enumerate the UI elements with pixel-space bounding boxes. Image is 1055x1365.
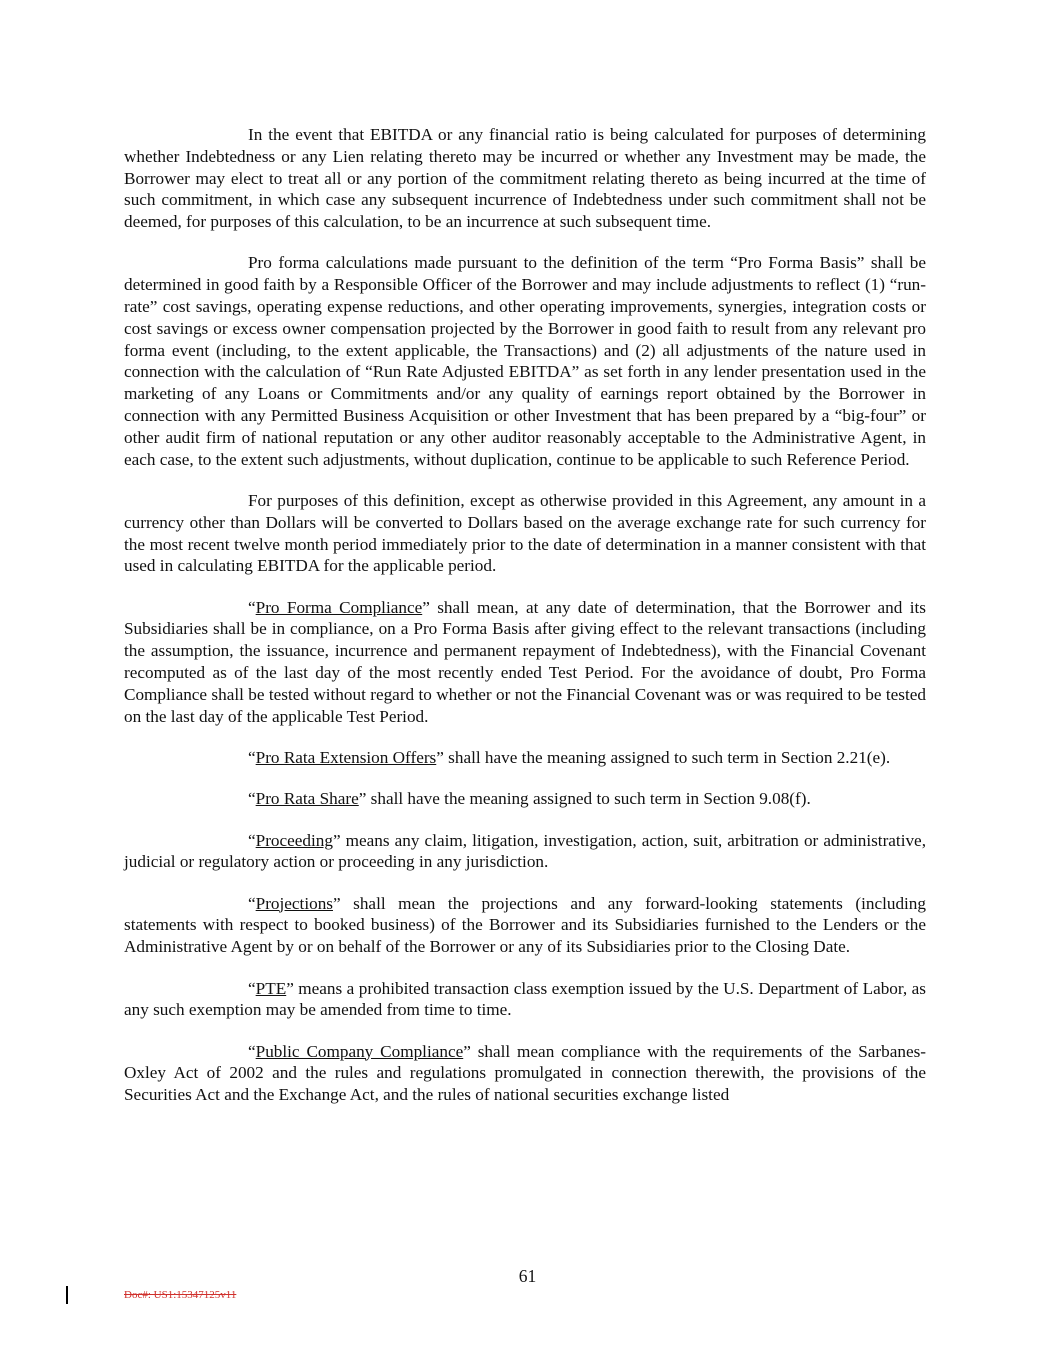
- defined-term: Projections: [255, 893, 333, 913]
- defined-term: Proceeding: [255, 830, 333, 850]
- defined-term: Pro Rata Share: [255, 789, 359, 809]
- definition-projections: [124, 893, 926, 958]
- paragraph-pro-forma-calculations: Pro forma calculations made pursuant to the definition of the term “Pro Forma Basis” shall be determined in good faith by a Responsible Officer of the Borrower and may include adjustments to reflect (1) “run-rate” cost savings, operating expense reductions, and other operating improvements, synergies, integration costs or cost savings or excess owner compensation projected by the Borrower in good faith to result from any relevant pro forma event (including, to the extent applicable, the Transactions) and (2) all adjustments of the nature used in connection with the calculation of “Run Rate Adjusted EBITDA” as set forth in any lender presentation used in the marketing of any Loans or Commitments and/or any quality of earnings report obtained by the Borrower in connection with any Permitted Business Acquisition or other Investment that has been prepared by a “big-four” or other audit firm of national reputation or any other auditor reasonably acceptable to the Administrative Agent, in each case, to the extent such adjustments, without duplication, continue to be applicable to such Reference Period.: [124, 253, 926, 469]
- open-quote: “: [248, 789, 256, 809]
- page-number: 61: [518, 1266, 537, 1286]
- defined-term: Public Company Compliance: [255, 1041, 464, 1061]
- definition-text: ” shall have the meaning assigned to such term in Section 9.08(f).: [358, 789, 811, 809]
- defined-term: Pro Forma Compliance: [255, 597, 423, 617]
- open-quote: “: [248, 747, 256, 767]
- open-quote: “: [248, 1041, 256, 1061]
- open-quote: “: [248, 893, 256, 913]
- defined-term: Pro Rata Extension Offers: [255, 747, 437, 767]
- definition-text: ” shall have the meaning assigned to such term in Section 2.21(e).: [436, 747, 891, 767]
- definition-text: ” shall mean compliance with the requirements of the Sarbanes-Oxley Act of 2002 and the rules and regulations promulgated in connection therewith, the provisions of the Securities Act and the Exchange Act, and the rules of national securities exchange listed: [124, 1041, 926, 1105]
- paragraph-ebitda-commitment: In the event that EBITDA or any financial ratio is being calculated for purposes of determining whether Indebtedness or any Lien relating thereto may be incurred or whether any Investment may be made, the Borrower may elect to treat all or any portion of the commitment relating thereto as being incurred at the time of such commitment, in which case any subsequent incurrence of Indebtedness under such commitment shall not be deemed, for purposes of this calculation, to be an incurrence at such subsequent time.: [124, 125, 926, 232]
- definition-text: ” shall mean, at any date of determination, that the Borrower and its Subsidiaries shall be in compliance, on a Pro Forma Basis after giving effect to the relevant transactions (including the assumption, the issuance, incurrence and permanent repayment of Indebtedness), with the Financial Covenant recomputed as of the last day of the most recently ended Test Period. For the avoidance of doubt, Pro Forma Compliance shall be tested without regard to whether or not the Financial Covenant was or was required to be tested on the last day of the applicable Test Period.: [124, 597, 926, 726]
- definition-text: ” means any claim, litigation, investigation, action, suit, arbitration or administrative, judicial or regulatory action or proceeding in any jurisdiction.: [124, 830, 926, 872]
- open-quote: “: [248, 978, 256, 998]
- definition-pro-rata-share: [124, 788, 926, 810]
- document-body: [124, 124, 926, 1106]
- definition-text: ” shall mean the projections and any forward-looking statements (including statements with respect to booked business) of the Borrower and its Subsidiaries furnished to the Lenders or the Administrative Agent by or on behalf of the Borrower or any of its Subsidiaries prior to the Closing Date.: [124, 893, 926, 957]
- definition-pro-rata-extension-offers: [124, 747, 926, 769]
- document-id: Doc#: US1:15347125v11: [124, 1289, 237, 1301]
- paragraph-currency-conversion: For purposes of this definition, except as otherwise provided in this Agreement, any amount in a currency other than Dollars will be converted to Dollars based on the average exchange rate for such currency for the most recent twelve month period immediately prior to the date of determination in a manner consistent with that used in calculating EBITDA for the applicable period.: [124, 490, 926, 576]
- open-quote: “: [248, 830, 256, 850]
- definition-public-company-compliance: [124, 1041, 926, 1106]
- definition-pte: [124, 978, 926, 1022]
- revision-bar: [66, 1286, 68, 1304]
- defined-term: PTE: [255, 978, 287, 998]
- definition-pro-forma-compliance: [124, 597, 926, 728]
- open-quote: “: [248, 597, 256, 617]
- definition-proceeding: [124, 830, 926, 874]
- definition-text: ” means a prohibited transaction class exemption issued by the U.S. Department of Labor, as any such exemption may be amended from time to time.: [124, 978, 926, 1020]
